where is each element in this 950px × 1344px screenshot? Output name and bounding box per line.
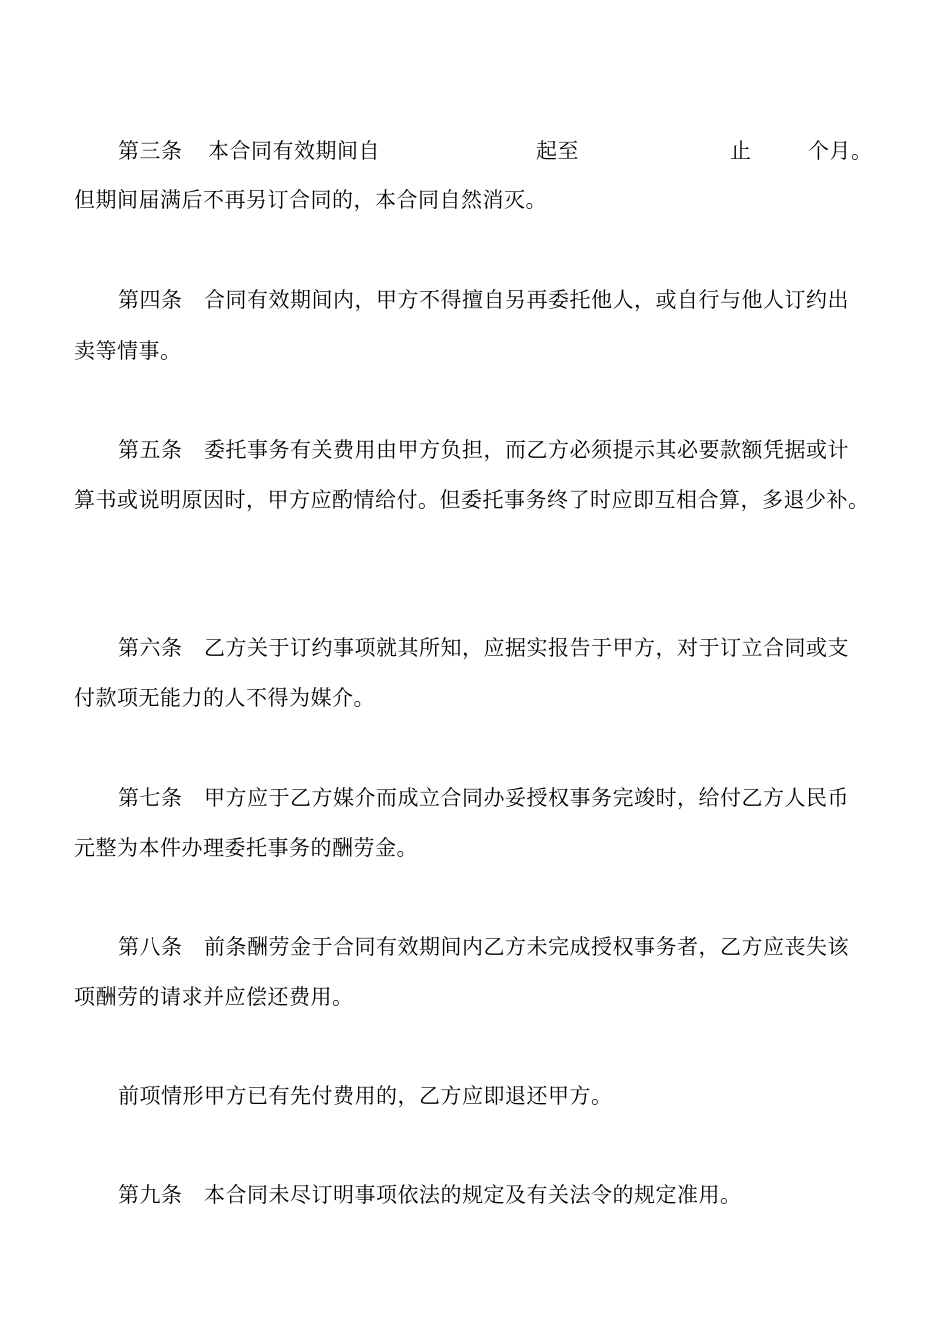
article-7-line-1: 第七条 甲方应于乙方媒介而成立合同办妥授权事务完竣时，给付乙方人民币 bbox=[118, 786, 849, 810]
article-8-line-1: 第八条 前条酬劳金于合同有效期间内乙方未完成授权事务者，乙方应丧失该 bbox=[118, 935, 849, 959]
article-8-note: 前项情形甲方已有先付费用的，乙方应即退还甲方。 bbox=[118, 1084, 613, 1108]
article-9-line-1: 第九条 本合同未尽订明事项依法的规定及有关法令的规定准用。 bbox=[118, 1183, 742, 1207]
article-7-line-2: 元整为本件办理委托事务的酬劳金。 bbox=[74, 836, 418, 860]
article-3-until-label: 止 bbox=[730, 139, 752, 163]
article-4-line-2: 卖等情事。 bbox=[74, 339, 182, 363]
article-3-line-2: 但期间届满后不再另订合同的，本合同自然消灭。 bbox=[74, 188, 547, 212]
article-3-months-label: 个月。 bbox=[808, 139, 873, 163]
article-3-validity-text: 本合同有效期间自 bbox=[208, 139, 380, 163]
article-6-line-2: 付款项无能力的人不得为媒介。 bbox=[74, 686, 375, 710]
article-6-line-1: 第六条 乙方关于订约事项就其所知，应据实报告于甲方，对于订立合同或支 bbox=[118, 636, 849, 660]
article-3-heading: 第三条 bbox=[118, 139, 183, 163]
article-4-line-1: 第四条 合同有效期间内，甲方不得擅自另再委托他人，或自行与他人订约出 bbox=[118, 288, 849, 312]
article-3-from-label: 起至 bbox=[536, 139, 579, 163]
article-5-line-2: 算书或说明原因时，甲方应酌情给付。但委托事务终了时应即互相合算，多退少补。 bbox=[74, 488, 870, 512]
article-3-line-1 bbox=[118, 136, 878, 166]
article-5-line-1: 第五条 委托事务有关费用由甲方负担，而乙方必须提示其必要款额凭据或计 bbox=[118, 438, 849, 462]
article-8-line-2: 项酬劳的请求并应偿还费用。 bbox=[74, 985, 354, 1009]
